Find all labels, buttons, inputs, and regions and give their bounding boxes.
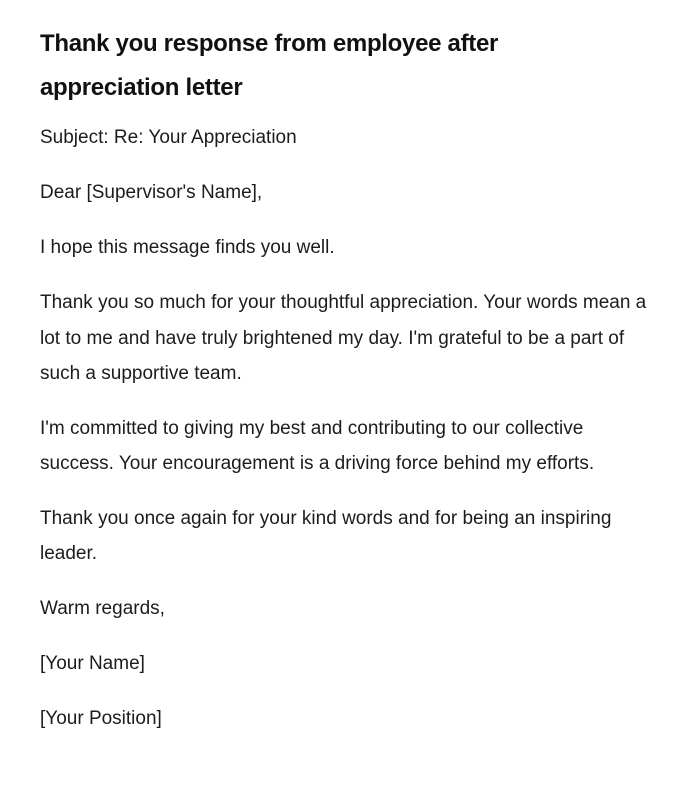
closing: Warm regards, [40,597,165,619]
signature-position: [Your Position] [40,707,162,729]
subject-line: Subject: Re: Your Appreciation [40,127,297,148]
salutation: Dear [Supervisor's Name], [40,182,263,203]
opening-line: I hope this message finds you well. [40,237,335,258]
body-paragraph-2: I'm committed to giving my best and contributing to our collective success. Your encouragement is a driving force behind my efforts. [40,417,595,474]
page-title: Thank you response from employee after appreciation letter [40,30,499,101]
body-paragraph-3: Thank you once again for your kind words and for being an inspiring leader. [40,507,612,564]
body-paragraph-1: Thank you so much for your thoughtful appreciation. Your words mean a lot to me and have truly brightened my day. I'm grateful to be a part of such a supportive team. [40,292,647,384]
signature-name: [Your Name] [40,652,145,674]
